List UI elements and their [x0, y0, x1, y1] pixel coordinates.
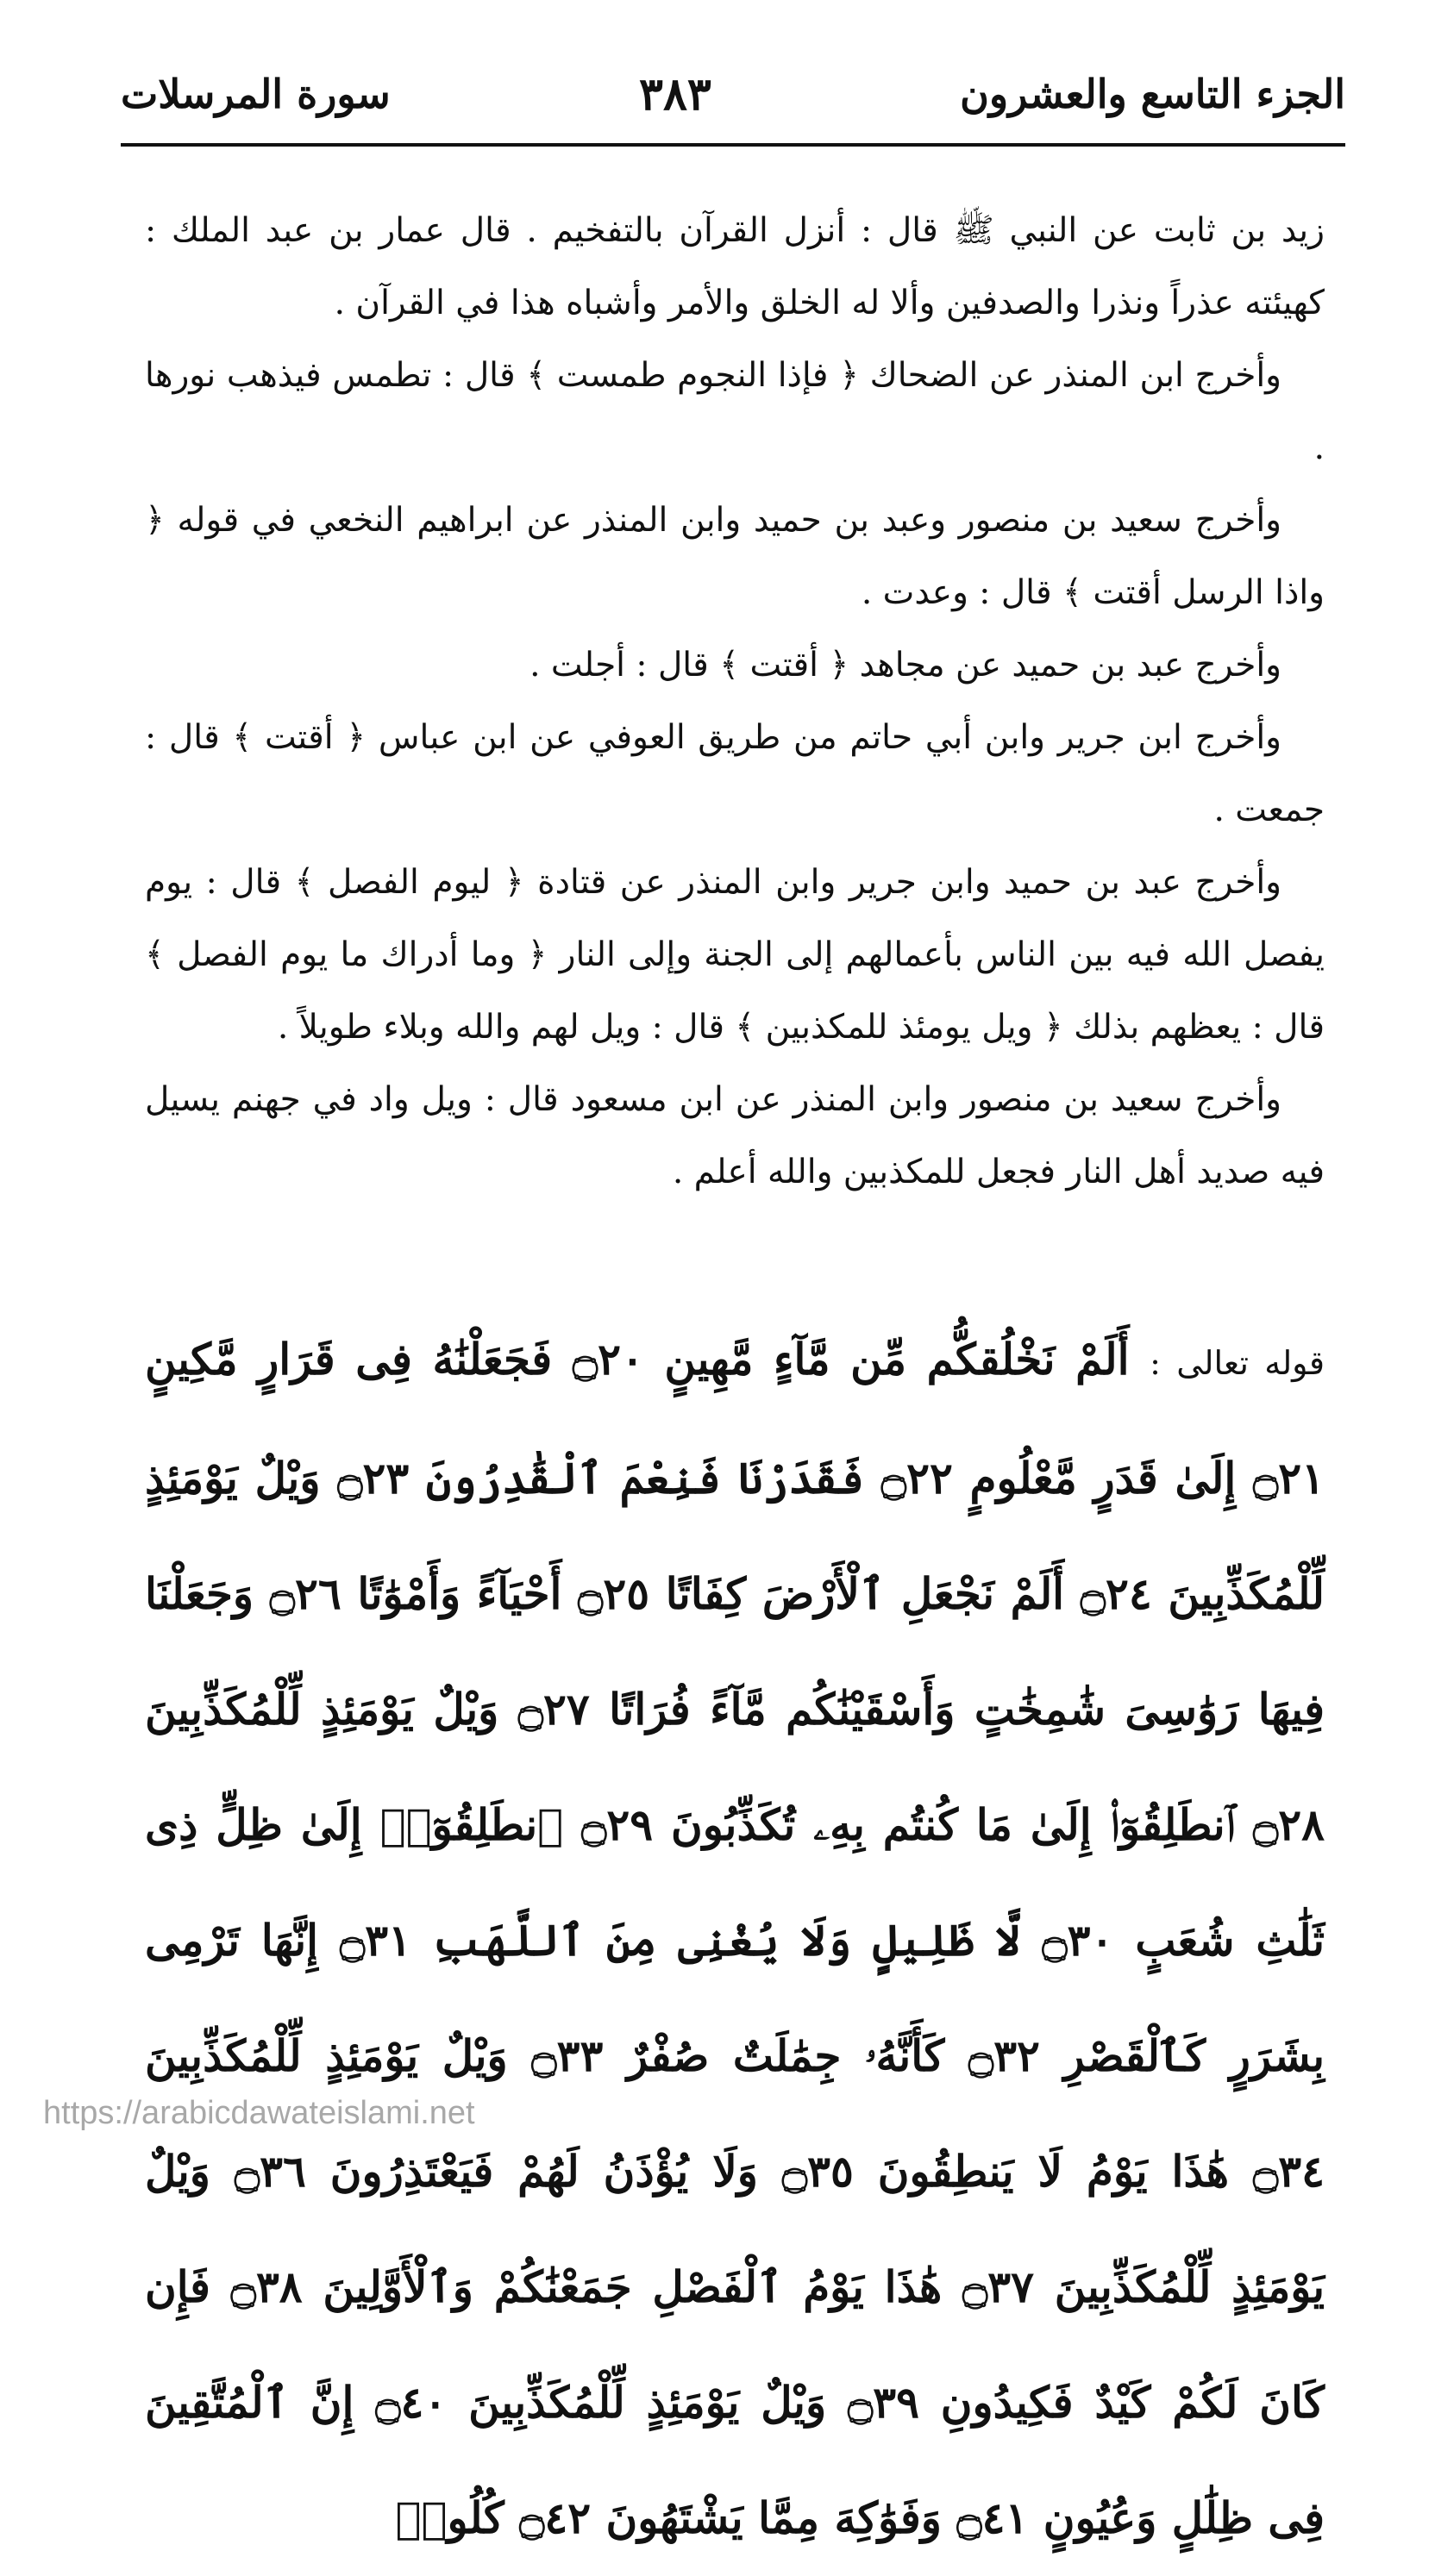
watermark-url: https://arabicdawateislami.net: [43, 2095, 475, 2131]
quran-verses: أَلَمْ نَخْلُقكُّم مِّن مَّآءٍ مَّهِينٍ ۝٢٠ فَجَعَلْنَٰهُ فِى قَرَارٍ مَّكِينٍ ۝٢١ إِلَىٰ قَدَرٍ مَّعْلُومٍ ۝٢٢ فَقَدَرْنَا فَنِعْمَ ٱلْقَٰدِرُونَ ۝٢٣ وَيْلٌ يَوْمَئِذٍ لِّلْمُكَذِّبِينَ ۝٢٤ أَلَمْ نَجْعَلِ ٱلْأَرْضَ كِفَاتًا ۝٢٥ أَحْيَآءً وَأَمْوَٰتًا ۝٢٦ وَجَعَلْنَا فِيهَا رَوَٰسِىَ شَٰمِخَٰتٍ وَأَسْقَيْنَٰكُم مَّآءً فُرَاتًا ۝٢٧ وَيْلٌ يَوْمَئِذٍ لِّلْمُكَذِّبِينَ ۝٢٨ ٱنطَلِقُوٓا۟ إِلَىٰ مَا كُنتُم بِهِۦ تُكَذِّبُونَ ۝٢٩ ٱنطَلِقُوٓا۟ إِلَىٰ ظِلٍّ ذِى ثَلَٰثِ شُعَبٍ ۝٣٠ لَّا ظَلِيلٍ وَلَا يُغْنِى مِنَ ٱللَّهَبِ ۝٣١ إِنَّهَا تَرْمِى بِشَرَرٍ كَٱلْقَصْرِ ۝٣٢ كَأَنَّهُۥ جِمَٰلَتٌ صُفْرٌ ۝٣٣ وَيْلٌ يَوْمَئِذٍ لِّلْمُكَذِّبِينَ ۝٣٤ هَٰذَا يَوْمُ لَا يَنطِقُونَ ۝٣٥ وَلَا يُؤْذَنُ لَهُمْ فَيَعْتَذِرُونَ ۝٣٦ وَيْلٌ يَوْمَئِذٍ لِّلْمُكَذِّبِينَ ۝٣٧ هَٰذَا يَوْمُ ٱلْفَصْلِ جَمَعْنَٰكُمْ وَٱلْأَوَّلِينَ ۝٣٨ فَإِن كَانَ لَكُمْ كَيْدٌ فَكِيدُونِ ۝٣٩ وَيْلٌ يَوْمَئِذٍ لِّلْمُكَذِّبِينَ ۝٤٠ إِنَّ ٱلْمُتَّقِينَ فِى ظِلَٰلٍ وَعُيُونٍ ۝٤١ وَفَوَٰكِهَ مِمَّا يَشْتَهُونَ ۝٤٢ كُلُوا۟: [145, 1334, 1325, 2543]
surah-title: سورة المرسلات: [121, 71, 391, 117]
commentary-paragraph: زيد بن ثابت عن النبي ﷺ قال : أنزل القرآن بالتفخيم . قال عمار بن عبد الملك : كهيئته عذراً ونذرا والصدفين وألا له الخلق والأمر وأشباه هذا في القرآن .: [145, 211, 1325, 322]
quran-passage: [145, 1302, 1325, 2576]
commentary-paragraph: وأخرج عبد بن حميد عن مجاهد ﴿ أقتت ﴾ قال : أجلت .: [530, 646, 1281, 685]
commentary-paragraph: وأخرج سعيد بن منصور وعبد بن حميد وابن المنذر عن ابراهيم النخعي في قوله ﴿ واذا الرسل أقتت ﴾ قال : وعدت .: [145, 501, 1325, 612]
page-number: ٣٨٣: [639, 67, 711, 121]
commentary-paragraph: وأخرج ابن جرير وابن أبي حاتم من طريق العوفي عن ابن عباس ﴿ أقتت ﴾ قال : جمعت .: [145, 718, 1325, 829]
quran-intro: قوله تعالى :: [1150, 1344, 1325, 1382]
header-divider: [121, 143, 1345, 147]
commentary-text: [145, 195, 1325, 1209]
juz-title: الجزء التاسع والعشرون: [960, 71, 1345, 117]
page-header: [121, 55, 1345, 133]
commentary-paragraph: وأخرج عبد بن حميد وابن جرير وابن المنذر عن قتادة ﴿ ليوم الفصل ﴾ قال : يوم يفصل الله فيه بين الناس بأعمالهم إلى الجنة وإلى النار ﴿ وما أدراك ما يوم الفصل ﴾ قال : يعظهم بذلك ﴿ ويل يومئذ للمكذبين ﴾ قال : ويل لهم والله وبلاء طويلاً .: [145, 863, 1325, 1047]
commentary-paragraph: وأخرج ابن المنذر عن الضحاك ﴿ فإذا النجوم طمست ﴾ قال : تطمس فيذهب نورها .: [145, 356, 1325, 467]
commentary-paragraph: وأخرج سعيد بن منصور وابن المنذر عن ابن مسعود قال : ويل واد في جهنم يسيل فيه صديد أهل النار فجعل للمكذبين والله أعلم .: [145, 1080, 1325, 1191]
